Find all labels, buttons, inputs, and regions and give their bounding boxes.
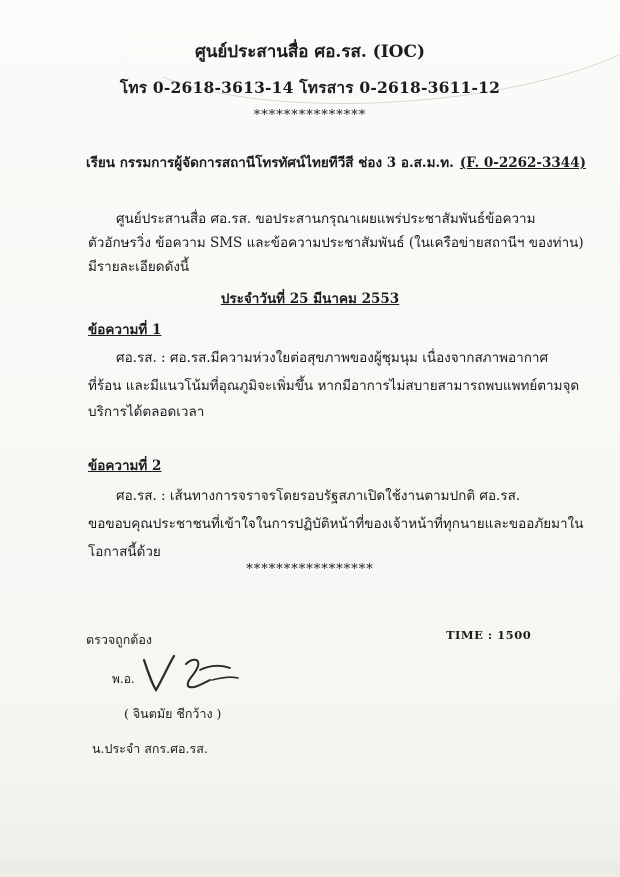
message-2-line-2: ขอขอบคุณประชาชนที่เข้าใจในการปฏิบัติหน้าที่ของเจ้าหน้าที่ทุกนายและขออภัยมาใน <box>88 516 584 532</box>
addressee-line <box>86 151 586 173</box>
intro-line-3: มีรายละเอียดดังนี้ <box>88 259 190 275</box>
closing-separator: ***************** <box>246 562 374 577</box>
handwritten-signature <box>140 650 250 696</box>
signer-rank: พ.อ. <box>112 672 135 686</box>
intro-line-2: ตัวอักษรวิ่ง ข้อความ SMS และข้อความประชาสัมพันธ์ (ในเครือข่ายสถานีฯ ของท่าน) <box>88 235 584 251</box>
message-2-line-1: ศอ.รส. : เส้นทางการจราจรโดยรอบรัฐสภาเปิดใช้งานตามปกติ ศอ.รส. <box>116 488 521 504</box>
message-1-heading: ข้อความที่ 1 <box>88 322 162 338</box>
header-separator: *************** <box>253 108 367 123</box>
date-line: ประจำวันที่ 25 มีนาคม 2553 <box>220 291 400 307</box>
time-stamp: TIME : 1500 <box>446 628 532 642</box>
message-1-line-3: บริการได้ตลอดเวลา <box>88 404 205 420</box>
contact-numbers: โทร 0-2618-3613-14 โทรสาร 0-2618-3611-12 <box>119 78 501 97</box>
document-title: ศูนย์ประสานสื่อ ศอ.รส. (IOC) <box>194 42 426 62</box>
message-2-line-3: โอกาสนี้ด้วย <box>88 544 161 560</box>
message-1-line-2: ที่ร้อน และมีแนวโน้มที่อุณภูมิจะเพิ่มขึ้น หากมีอาการไม่สบายสามารถพบแพทย์ตามจุด <box>88 378 580 394</box>
addressee-fax: (F. 0-2262-3344) <box>459 155 586 171</box>
intro-line-1: ศูนย์ประสานสื่อ ศอ.รส. ขอประสานกรุณาเผยแพร่ประชาสัมพันธ์ข้อความ <box>116 211 536 227</box>
addressee-text: เรียน กรรมการผู้จัดการสถานีโทรทัศน์ไทยทีวีสี ช่อง 3 อ.ส.ม.ท. <box>86 155 454 171</box>
verified-label: ตรวจถูกต้อง <box>86 632 153 647</box>
message-1-line-1: ศอ.รส. : ศอ.รส.มีความห่วงใยต่อสุขภาพของผู้ชุมนุม เนื่องจากสภาพอากาศ <box>116 350 549 366</box>
signer-position: น.ประจำ สกร.ศอ.รส. <box>92 741 208 756</box>
signer-name: ( จินตมัย ชีกว้าง ) <box>124 706 222 721</box>
scan-bottom-edge <box>0 862 620 877</box>
message-2-heading: ข้อความที่ 2 <box>88 458 162 474</box>
